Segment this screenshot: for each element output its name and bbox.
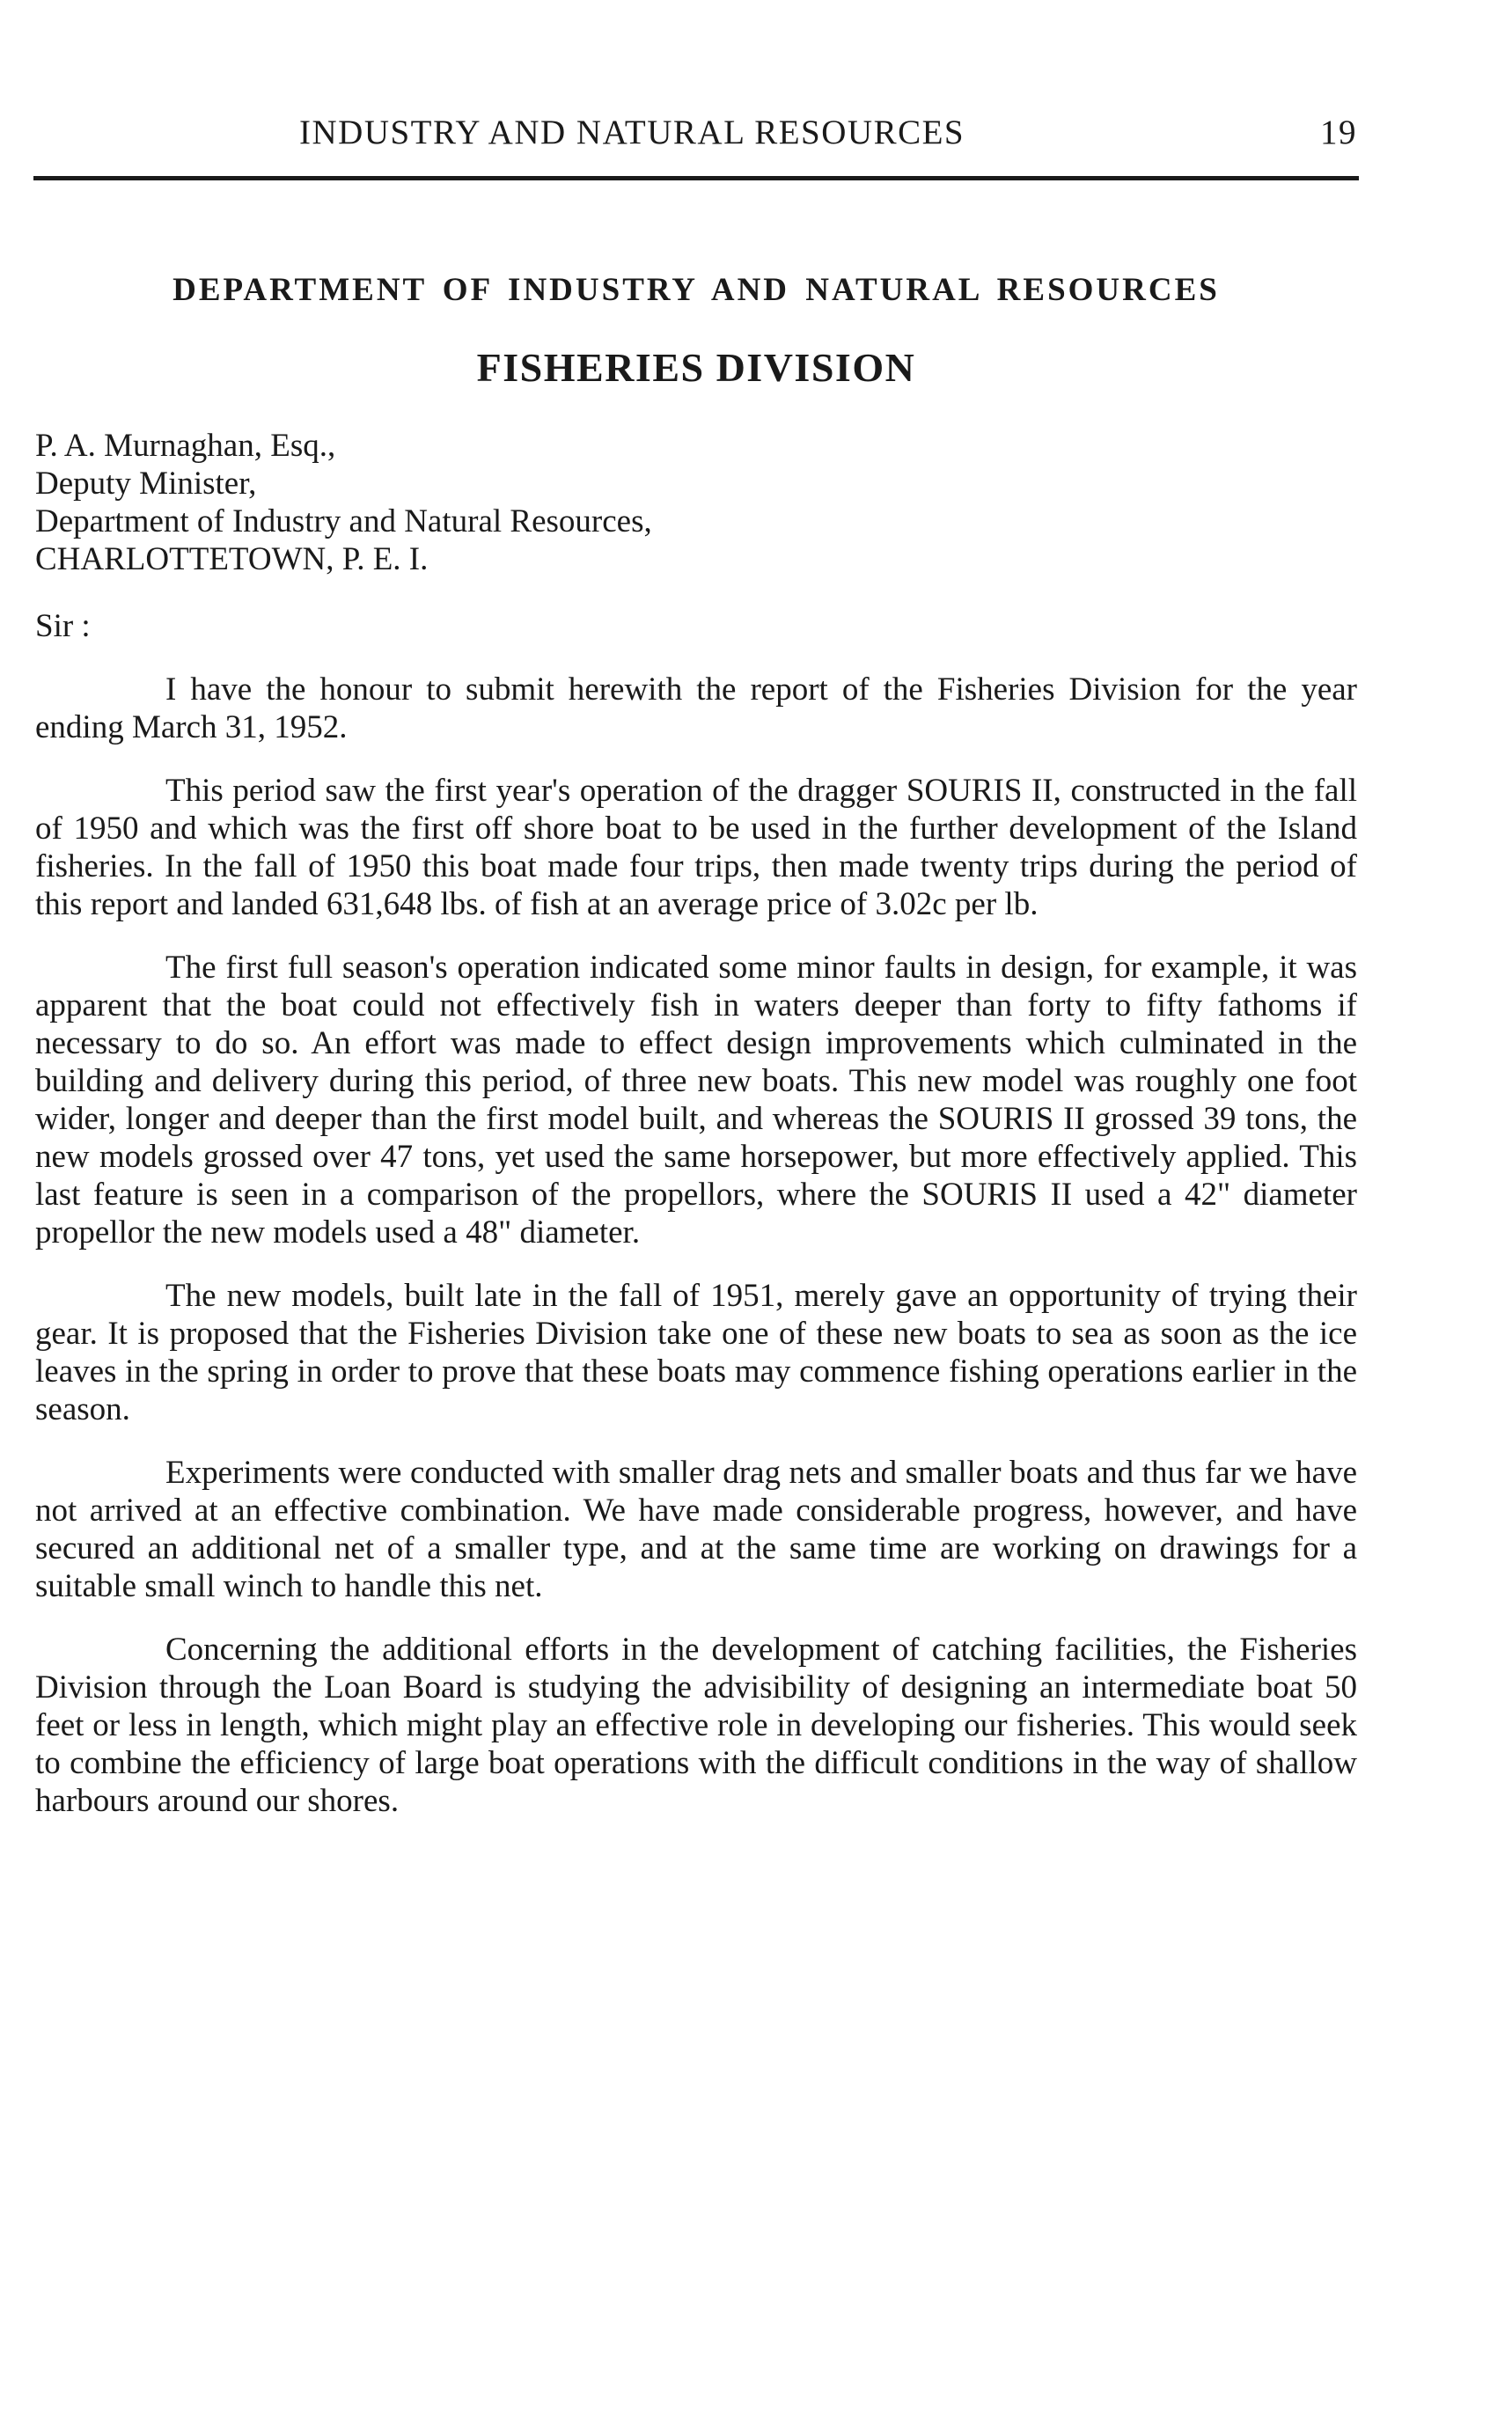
paragraph: Experiments were conducted with smaller drag nets and smaller boats and thus far we have not arrived at an effective combination. We have made considerable progress, however, and have secured an additional net of a smaller type, and at the same time are working on drawings for a suitable small winch to handle this net.	[35, 1455, 1357, 1604]
addressee-department: Department of Industry and Natural Resources,	[35, 503, 652, 539]
salutation: Sir :	[35, 608, 91, 644]
paragraph: The new models, built late in the fall of 1951, merely gave an opportunity of trying their gear. It is proposed that the Fisheries Division take one of these new boats to sea as soon as the ice leaves in the spring in order to prove that these boats may commence fishing operations earlier in the season.	[35, 1278, 1357, 1427]
paragraph: This period saw the first year's operation of the dragger SOURIS II, constructed in the fall of 1950 and which was the first off shore boat to be used in the further development of the Island fisheries. In the fall of 1950 this boat made four trips, then made twenty trips during the period of this report and landed 631,648 lbs. of fish at an average price of 3.02c per lb.	[35, 773, 1357, 922]
running-title: INDUSTRY AND NATURAL RESOURCES	[299, 114, 965, 151]
address-block	[35, 427, 652, 578]
addressee-name: P. A. Murnaghan, Esq.,	[35, 428, 336, 464]
addressee-title: Deputy Minister,	[35, 466, 257, 502]
header-rule	[33, 176, 1359, 180]
page-number: 19	[1320, 114, 1357, 151]
paragraph: Concerning the additional efforts in the development of catching facilities, the Fisheries Division through the Loan Board is studying the advisibility of designing an intermediate boat 50 feet or less in length, which might play an effective role in developing our fisheries. This would seek to combine the efficiency of large boat operations with the difficult conditions in the way of shallow harbours around our shores.	[35, 1632, 1357, 1819]
running-header	[35, 113, 1357, 165]
letter-body	[35, 671, 1357, 1845]
paragraph: The first full season's operation indicated some minor faults in design, for example, it was apparent that the boat could not effectively fish in waters deeper than forty to fifty fathoms if necessary to do so. An effort was made to effect design improvements which culminated in the building and delivery during this period, of three new boats. This new model was roughly one foot wider, longer and deeper than the first model built, and whereas the SOURIS II grossed 39 tons, the new models grossed over 47 tons, yet used the same horsepower, but more effectively applied. This last feature is seen in a comparison of the propellors, where the SOURIS II used a 42" diameter propellor the new models used a 48" diameter.	[35, 950, 1357, 1251]
division-heading: FISHERIES DIVISION	[476, 345, 916, 390]
paragraph: I have the honour to submit herewith the report of the Fisheries Division for the year ending March 31, 1952.	[35, 671, 1357, 745]
addressee-city: CHARLOTTETOWN, P. E. I.	[35, 541, 429, 577]
department-heading: DEPARTMENT OF INDUSTRY AND NATURAL RESOURCES	[172, 272, 1220, 308]
